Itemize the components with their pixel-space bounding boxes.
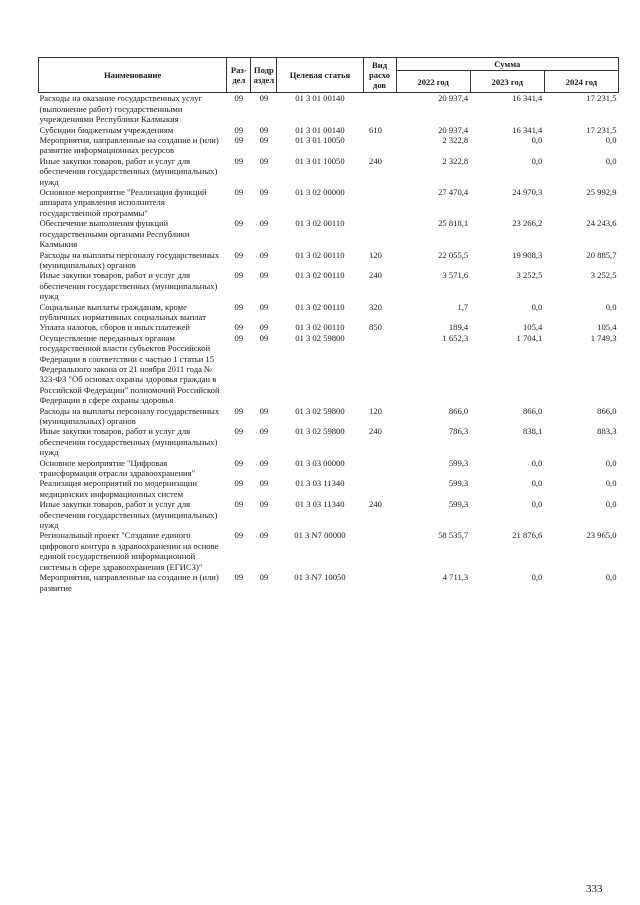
row-vid <box>363 572 396 593</box>
row-sum-2022: 786,3 <box>448 426 469 437</box>
row-vid: 240 <box>369 426 382 437</box>
row-name: Обеспечение выполнения функций государственными органами Республики Калмыкия <box>39 218 190 250</box>
header-vid: Вид расхо дов <box>363 58 396 93</box>
row-name: Основное мероприятие "Реализация функций аппарата управления исполнителя государственной программы" <box>39 187 207 218</box>
table-header <box>39 58 619 93</box>
row-vid <box>363 135 396 156</box>
row-csr: 01 3 02 00000 <box>295 187 345 198</box>
header-year-2023: 2023 год <box>470 71 544 93</box>
row-csr: 01 3 02 59800 <box>295 426 345 437</box>
row-sum-2022: 20 937,4 <box>438 124 469 135</box>
row-vid <box>363 218 396 249</box>
row-razdel: 09 <box>234 332 244 343</box>
row-sum-2024: 0,0 <box>605 499 617 510</box>
row-razdel: 09 <box>234 530 244 541</box>
table-row <box>39 406 619 427</box>
table-row <box>39 187 619 218</box>
table-row <box>39 270 619 301</box>
row-sum-2023: 21 876,6 <box>512 530 543 541</box>
row-razdel: 09 <box>234 187 244 198</box>
row-vid: 120 <box>369 249 382 260</box>
row-sum-2023: 866,0 <box>522 405 543 416</box>
row-sum-2022: 27 470,4 <box>438 187 469 198</box>
row-podrazdel: 09 <box>259 322 269 333</box>
row-vid: 240 <box>369 499 382 510</box>
row-razdel: 09 <box>234 218 244 229</box>
row-name: Социальные выплаты гражданам, кроме публичных нормативных социальных выплат <box>39 301 207 322</box>
table-row <box>39 135 619 156</box>
header-year-2024: 2024 год <box>544 71 618 93</box>
table-row <box>39 499 619 530</box>
table-row <box>39 322 619 332</box>
row-podrazdel: 09 <box>259 572 269 583</box>
header-razdel: Раз-дел <box>227 58 251 93</box>
row-sum-2023: 0,0 <box>531 572 543 583</box>
row-sum-2022: 599,3 <box>448 499 469 510</box>
row-csr: 01 3 01 10050 <box>295 155 345 166</box>
row-vid: 240 <box>369 270 382 281</box>
table-row <box>39 250 619 271</box>
row-vid: 320 <box>369 301 382 312</box>
row-razdel: 09 <box>234 457 244 468</box>
row-razdel: 09 <box>234 322 244 333</box>
row-sum-2023: 23 266,2 <box>512 218 543 229</box>
row-sum-2024: 105,4 <box>597 322 617 333</box>
row-razdel: 09 <box>234 93 244 104</box>
row-sum-2022: 189,4 <box>448 322 469 333</box>
header-year-2022: 2022 год <box>396 71 470 93</box>
row-csr: 01 3 N7 10050 <box>294 572 346 583</box>
row-sum-2023: 0,0 <box>531 155 543 166</box>
row-razdel: 09 <box>234 405 244 416</box>
row-name: Расходы на выплаты персоналу государственных (муниципальных) органов <box>39 405 220 426</box>
row-name: Иные закупки товаров, работ и услуг для обеспечения государственных (муниципальных) нужд <box>39 270 218 302</box>
row-sum-2024: 3 252,5 <box>590 270 617 281</box>
row-sum-2023: 1 704,1 <box>516 332 543 343</box>
row-razdel: 09 <box>234 499 244 510</box>
row-vid: 240 <box>369 155 382 166</box>
row-razdel: 09 <box>234 478 244 489</box>
row-razdel: 09 <box>234 135 244 146</box>
row-podrazdel: 09 <box>259 332 269 343</box>
row-podrazdel: 09 <box>259 270 269 281</box>
row-name: Региональный проект "Создание единого цифрового контура в здравоохранении на основе единой государственной информационной системы в сфере здравоохранения (ЕГИСЗ)" <box>39 530 219 572</box>
header-summa: Сумма <box>396 58 618 71</box>
row-sum-2023: 0,0 <box>531 301 543 312</box>
row-csr: 01 3 01 00140 <box>295 93 345 104</box>
row-razdel: 09 <box>234 124 244 135</box>
row-razdel: 09 <box>234 270 244 281</box>
row-vid <box>363 187 396 218</box>
row-csr: 01 3 02 59800 <box>295 332 345 343</box>
row-sum-2023: 0,0 <box>531 135 543 146</box>
row-sum-2022: 866,0 <box>448 405 469 416</box>
row-sum-2024: 0,0 <box>605 457 617 468</box>
row-csr: 01 3 03 00000 <box>295 457 345 468</box>
row-sum-2023: 16 341,4 <box>512 93 543 104</box>
row-name: Мероприятия, направленные на создание и (или) развитие <box>39 572 219 593</box>
row-sum-2022: 1 652,3 <box>442 332 469 343</box>
row-podrazdel: 09 <box>259 301 269 312</box>
row-sum-2022: 599,3 <box>448 478 469 489</box>
row-vid: 120 <box>369 405 382 416</box>
row-sum-2024: 0,0 <box>605 135 617 146</box>
row-csr: 01 3 01 10050 <box>295 135 345 146</box>
row-name: Реализация мероприятий по модернизации медицинских информационных систем <box>39 478 197 499</box>
row-name: Уплата налогов, сборов и иных платежей <box>39 322 191 333</box>
row-sum-2023: 838,1 <box>522 426 543 437</box>
row-csr: 01 3 02 00110 <box>295 218 345 229</box>
table-row <box>39 156 619 187</box>
table-row <box>39 333 619 406</box>
row-name: Расходы на оказание государственных услуг (выполнение работ) государственными учреждениями Республики Калмыкия <box>39 93 202 125</box>
row-sum-2024: 24 243,6 <box>586 218 617 229</box>
row-name: Осуществление переданных органам государственной власти субъектов Российской Федерации в соответствии с частью 1 статьи 15 Федерального закона от 21 ноября 2011 года № 323-ФЗ "Об основах охраны здоровья граждан в Российской Федерации" полномочий Российской Федерации в сфере охраны здоровья <box>39 332 220 406</box>
table-row <box>39 458 619 479</box>
table-row <box>39 93 619 125</box>
row-sum-2024: 0,0 <box>605 301 617 312</box>
row-name: Мероприятия, направленные на создание и (или) развитие информационных ресурсов <box>39 135 219 156</box>
row-razdel: 09 <box>234 426 244 437</box>
row-sum-2022: 20 937,4 <box>438 93 469 104</box>
row-sum-2023: 0,0 <box>531 499 543 510</box>
row-sum-2023: 19 908,3 <box>512 249 543 260</box>
row-vid <box>363 478 396 499</box>
row-podrazdel: 09 <box>259 530 269 541</box>
row-csr: 01 3 03 11340 <box>295 478 345 489</box>
row-podrazdel: 09 <box>259 135 269 146</box>
row-sum-2022: 2 322,8 <box>442 135 469 146</box>
row-vid: 610 <box>369 124 382 135</box>
row-sum-2022: 25 818,1 <box>438 218 469 229</box>
row-sum-2024: 0,0 <box>605 572 617 583</box>
row-sum-2023: 24 970,3 <box>512 187 543 198</box>
header-name: Наименование <box>39 58 227 93</box>
row-name: Иные закупки товаров, работ и услуг для обеспечения государственных (муниципальных) нужд <box>39 155 218 187</box>
row-podrazdel: 09 <box>259 249 269 260</box>
row-sum-2022: 22 055,5 <box>438 249 469 260</box>
row-razdel: 09 <box>234 249 244 260</box>
row-name: Расходы на выплаты персоналу государственных (муниципальных) органов <box>39 249 220 270</box>
budget-table <box>38 57 619 593</box>
row-sum-2023: 16 341,4 <box>512 124 543 135</box>
row-sum-2024: 0,0 <box>605 478 617 489</box>
row-sum-2024: 17 231,5 <box>586 93 617 104</box>
row-sum-2023: 105,4 <box>522 322 543 333</box>
row-csr: 01 3 02 00110 <box>295 270 345 281</box>
row-sum-2024: 866,0 <box>597 405 617 416</box>
page-number: 333 <box>586 883 603 895</box>
row-vid <box>363 93 396 125</box>
row-sum-2022: 599,3 <box>448 457 469 468</box>
table-row <box>39 530 619 572</box>
row-podrazdel: 09 <box>259 218 269 229</box>
row-podrazdel: 09 <box>259 426 269 437</box>
row-name: Основное мероприятие "Цифровая трансформация отрасли здравоохранения" <box>39 457 196 479</box>
row-podrazdel: 09 <box>259 499 269 510</box>
row-sum-2024: 25 992,9 <box>586 187 617 198</box>
row-vid <box>363 530 396 572</box>
row-sum-2024: 0,0 <box>605 155 617 166</box>
row-sum-2022: 58 535,7 <box>438 530 469 541</box>
table-row <box>39 478 619 499</box>
header-podrazdel: Подр аздел <box>251 58 277 93</box>
row-sum-2023: 0,0 <box>531 457 543 468</box>
row-csr: 01 3 02 00110 <box>295 301 345 312</box>
row-podrazdel: 09 <box>259 155 269 166</box>
row-csr: 01 3 03 11340 <box>295 499 345 510</box>
table-row <box>39 125 619 135</box>
table-row <box>39 572 619 593</box>
row-sum-2022: 3 571,6 <box>442 270 469 281</box>
row-name: Субсидии бюджетным учреждениям <box>39 124 174 135</box>
row-sum-2022: 2 322,8 <box>442 155 469 166</box>
row-name: Иные закупки товаров, работ и услуг для обеспечения государственных (муниципальных) нужд <box>39 426 218 458</box>
table-row <box>39 426 619 457</box>
row-sum-2022: 4 711,3 <box>442 572 469 583</box>
row-sum-2022: 1,7 <box>457 301 469 312</box>
row-sum-2024: 17 231,5 <box>586 124 617 135</box>
row-podrazdel: 09 <box>259 405 269 416</box>
row-razdel: 09 <box>234 301 244 312</box>
row-podrazdel: 09 <box>259 124 269 135</box>
row-vid: 850 <box>369 322 382 333</box>
row-sum-2023: 0,0 <box>531 478 543 489</box>
table-row <box>39 302 619 323</box>
row-podrazdel: 09 <box>259 457 269 468</box>
row-sum-2024: 23 965,0 <box>586 530 617 541</box>
row-podrazdel: 09 <box>259 93 269 104</box>
row-sum-2024: 20 885,7 <box>586 249 617 260</box>
row-csr: 01 3 02 59800 <box>295 405 345 416</box>
table-row <box>39 218 619 249</box>
row-sum-2024: 1 749,3 <box>590 332 617 343</box>
row-podrazdel: 09 <box>259 478 269 489</box>
row-razdel: 09 <box>234 155 244 166</box>
row-vid <box>363 333 396 406</box>
header-csr: Целевая статья <box>277 58 363 93</box>
row-name: Иные закупки товаров, работ и услуг для обеспечения государственных (муниципальных) нужд <box>39 499 218 531</box>
row-csr: 01 3 N7 00000 <box>294 530 346 541</box>
row-podrazdel: 09 <box>259 187 269 198</box>
row-sum-2024: 883,3 <box>597 426 617 437</box>
row-csr: 01 3 02 00110 <box>295 249 345 260</box>
row-csr: 01 3 02 00110 <box>295 322 345 333</box>
row-razdel: 09 <box>234 572 244 583</box>
row-vid <box>363 458 396 479</box>
row-csr: 01 3 01 00140 <box>295 124 345 135</box>
row-sum-2023: 3 252,5 <box>516 270 543 281</box>
table-body <box>39 93 619 593</box>
